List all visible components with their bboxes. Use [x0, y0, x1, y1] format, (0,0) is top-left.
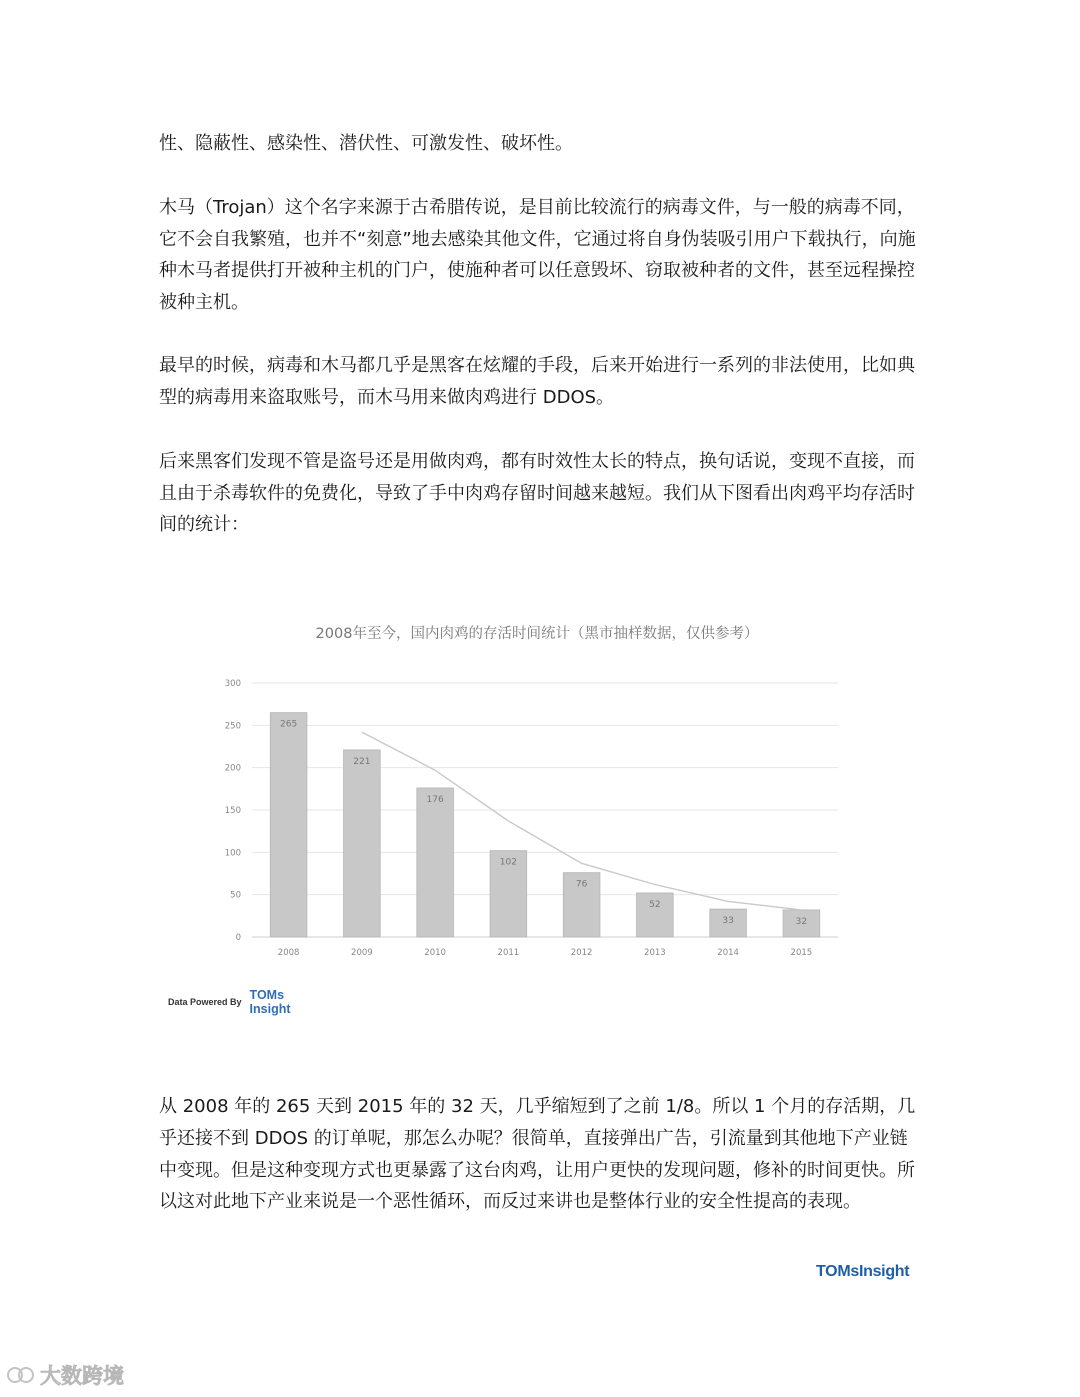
y-tick-label: 200 [224, 763, 241, 774]
bar-value-label: 32 [795, 916, 808, 927]
x-tick-label: 2012 [570, 948, 593, 958]
y-tick-label: 300 [224, 679, 241, 689]
y-axis-ticks [225, 679, 241, 943]
bar-2009 [344, 750, 381, 937]
x-tick-label: 2014 [717, 948, 739, 958]
bar-2008 [270, 713, 307, 937]
y-tick-label: 50 [230, 890, 241, 901]
chart-grid [252, 683, 838, 937]
powered-by-label: Data Powered By [168, 997, 242, 1007]
x-tick-label: 2011 [497, 948, 520, 958]
watermark-logo-icon [6, 1363, 36, 1387]
bar-value-label: 52 [649, 899, 661, 910]
paragraph-virus-traits: 性、隐蔽性、感染性、潜伏性、可激发性、破坏性。 [159, 133, 573, 154]
x-tick-label: 2015 [790, 948, 813, 958]
y-tick-label: 250 [224, 721, 241, 732]
powered-by-brand-line1: TOMs [249, 988, 285, 1002]
powered-by-brand-logo [250, 988, 291, 1016]
paragraph-monetization: 后来黑客们发现不管是盗号还是用做肉鸡，都有时效性太长的特点，换句话说，变现不直接，而且由于杀毒软件的免费化，导致了手中肉鸡存留时间越来越短。我们从下图看出肉鸡平均存活时间的统计： [159, 451, 915, 535]
bar-value-label: 76 [575, 879, 588, 890]
bar-value-label: 102 [499, 857, 517, 868]
bar-value-label: 221 [353, 756, 371, 767]
bar-value-label: 176 [426, 794, 444, 805]
x-tick-label: 2013 [644, 948, 666, 958]
footer-brand-logo: TOMsInsight [816, 1263, 910, 1280]
paragraph-conclusion: 从 2008 年的 265 天到 2015 年的 32 天，几乎缩短到了之前 1/8。所以 1 个月的存活期，几乎还接不到 DDOS 的订单呢，那怎么办呢？很简单，直接弹出广告，引流量到其他地下产业链中变现。但是这种变现方式也更暴露了这台肉鸡，让用户更快的发现问题，修补的时间更快。所以这对此地下产业来说是一个恶性循环，而反过来讲也是整体行业的安全性提高的表现。 [159, 1096, 916, 1213]
y-tick-label: 0 [235, 933, 241, 943]
watermark [6, 1362, 124, 1388]
paragraph-trojan-definition: 木马（Trojan）这个名字来源于古希腊传说，是目前比较流行的病毒文件，与一般的病毒不同，它不会自我繁殖，也并不“刻意”地去感染其他文件，它通过将自身伪装吸引用户下载执行，向施种木马者提供打开被种主机的门户，使施种者可以任意毁坏、窃取被种者的文件，甚至远程操控被种主机。 [159, 197, 916, 313]
chart-canvas [160, 610, 860, 1030]
x-axis-ticks [278, 948, 812, 958]
x-tick-label: 2008 [277, 948, 300, 958]
chart-bars [270, 713, 819, 937]
zombie-survival-chart [160, 610, 860, 1030]
paragraph-early-usage: 最早的时候，病毒和木马都几乎是黑客在炫耀的手段，后来开始进行一系列的非法使用，比如典型的病毒用来盗取账号，而木马用来做肉鸡进行 DDOS。 [159, 355, 915, 408]
powered-by-brand-line2: Insight [249, 1002, 291, 1016]
chart-title: 2008年至今，国内肉鸡的存活时间统计（黑市抽样数据，仅供参考） [315, 626, 759, 642]
data-powered-by [168, 984, 291, 1020]
y-tick-label: 100 [224, 848, 241, 859]
bar-value-label: 265 [280, 719, 298, 730]
bar-2010 [417, 788, 454, 937]
x-tick-label: 2009 [351, 948, 373, 958]
watermark-text: 大数跨境 [40, 1364, 124, 1388]
x-tick-label: 2010 [424, 948, 446, 958]
bar-value-label: 33 [722, 916, 734, 927]
y-tick-label: 150 [224, 806, 241, 816]
